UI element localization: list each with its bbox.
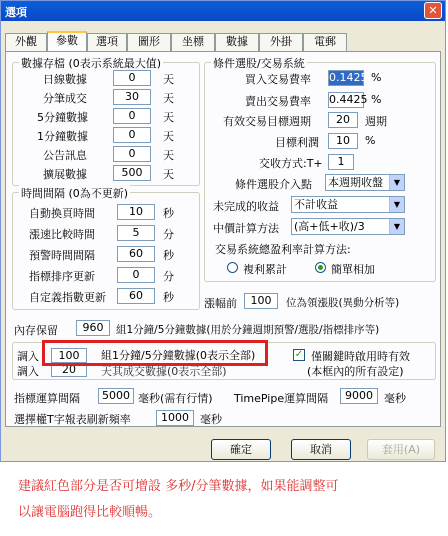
parameters-panel: [5, 51, 441, 427]
profit-input[interactable]: 10: [328, 133, 358, 149]
import-label-a: 調入: [17, 350, 39, 363]
storage-group: [12, 57, 200, 186]
close-icon[interactable]: ✕: [424, 2, 442, 19]
unit-label: 天: [163, 73, 174, 86]
stock-system-group: [204, 57, 436, 282]
unit-label: 分: [163, 228, 174, 241]
title-bar[interactable]: [1, 1, 445, 21]
profit-calc-label: 交易系統總盈利率計算方法:: [215, 243, 351, 256]
refresh-unit: 毫秒: [200, 413, 222, 426]
highlight-box: [42, 340, 268, 366]
one-min-label: 1分鐘數據: [37, 130, 88, 143]
unit-label: 秒: [163, 207, 174, 220]
custom-index-label: 自定義指數更新: [29, 291, 106, 304]
tab-graphics[interactable]: 圖形: [127, 33, 171, 51]
storage-legend: 數據存檔 (0表示系統最大值): [21, 57, 162, 70]
chevron-down-icon[interactable]: ▼: [389, 197, 404, 212]
news-label: 公告訊息: [43, 149, 87, 162]
compound-radio[interactable]: [227, 262, 238, 273]
period-input[interactable]: 20: [328, 112, 358, 128]
alert-interval-label: 預警時間間隔: [29, 249, 95, 262]
caption-line-2: 以讓電腦跑得比較順暢。: [18, 505, 162, 520]
news-input[interactable]: 0: [113, 146, 151, 162]
memory-label: 內存保留: [14, 324, 58, 337]
only-checkbox[interactable]: ✓: [294, 349, 304, 360]
memory-suffix: 組1分鐘/5分鐘數據(用於分鐘週期預警/選股/指標排序等): [116, 324, 380, 336]
daily-data-input[interactable]: 0: [113, 70, 151, 86]
entry-value: 本週期收盤: [328, 176, 383, 189]
tab-plugins[interactable]: 外掛: [259, 33, 303, 51]
speed-compare-input[interactable]: 5: [117, 225, 155, 241]
ok-button[interactable]: 確定: [211, 439, 271, 460]
percent-label: %: [365, 134, 376, 147]
interval-group: [12, 187, 200, 310]
entry-select[interactable]: [325, 174, 405, 191]
percent-label: %: [371, 71, 382, 84]
trade-input[interactable]: 1: [328, 154, 354, 170]
unfinished-value: 不計收益: [294, 198, 338, 211]
apply-button[interactable]: 套用(A): [367, 439, 435, 460]
simple-radio[interactable]: [315, 262, 326, 273]
one-min-input[interactable]: 0: [113, 127, 151, 143]
amplitude-label: 漲幅前: [204, 297, 237, 310]
tab-appearance[interactable]: 外觀: [5, 33, 47, 51]
unfinished-label: 未完成的收益: [213, 200, 279, 213]
unit-label: 天: [163, 168, 174, 181]
unit-label: 天: [163, 149, 174, 162]
simple-label: 簡單相加: [331, 263, 375, 276]
buy-fee-label: 買入交易費率: [245, 73, 311, 86]
import-bars-desc: 組1分鐘/5分鐘數據(0表示全部): [101, 349, 256, 362]
memory-input[interactable]: 960: [76, 320, 110, 336]
unit-label: 分: [163, 270, 174, 283]
mid-price-value: (高+低+收)/3: [294, 220, 365, 233]
only-label: 僅關鍵時啟用時有效: [311, 350, 410, 363]
tab-coordinates[interactable]: 坐標: [171, 33, 215, 51]
unit-label: 天: [163, 130, 174, 143]
unfinished-select[interactable]: [291, 196, 405, 213]
unit-label: 秒: [163, 291, 174, 304]
percent-label: %: [371, 93, 382, 106]
timepipe-input[interactable]: 9000: [340, 388, 378, 404]
five-min-label: 5分鐘數據: [37, 111, 88, 124]
extended-input[interactable]: 500: [113, 165, 151, 181]
import-bars-input[interactable]: 100: [51, 348, 87, 363]
stock-legend: 條件選股/交易系統: [213, 57, 305, 70]
tick-data-input[interactable]: 30: [113, 89, 151, 105]
unit-label: 天: [163, 111, 174, 124]
cancel-button[interactable]: 取消: [291, 439, 351, 460]
refresh-label: 選擇權T字報表刷新頻率: [14, 413, 131, 426]
daily-data-label: 日線數據: [43, 73, 87, 86]
unit-label: 秒: [163, 249, 174, 262]
custom-index-input[interactable]: 60: [117, 288, 155, 304]
amplitude-input[interactable]: 100: [244, 293, 278, 309]
sell-fee-label: 賣出交易費率: [245, 95, 311, 108]
tick-data-label: 分筆成交: [43, 92, 87, 105]
period-unit: 週期: [365, 115, 387, 128]
trade-label: 交收方式:T+: [259, 157, 323, 170]
period-label: 有效交易目標週期: [223, 115, 311, 128]
amplitude-suffix: 位為領漲股(異動分析等): [286, 297, 400, 309]
refresh-input[interactable]: 1000: [156, 410, 194, 426]
auto-page-input[interactable]: 10: [117, 204, 155, 220]
import-days-desc: 天其成交數據(0表示全部): [101, 365, 227, 378]
calc-label: 指標運算間隔: [14, 392, 80, 405]
timepipe-unit: 毫秒: [384, 392, 406, 405]
tab-email[interactable]: 電郵: [303, 33, 347, 51]
auto-page-label: 自動換頁時間: [29, 207, 95, 220]
speed-compare-label: 漲速比較時間: [29, 228, 95, 241]
chevron-down-icon[interactable]: ▼: [389, 219, 404, 234]
caption-line-1: 建議紅色部分是否可增設 多秒/分筆數據，如果能調整可: [18, 479, 339, 494]
profit-label: 目標利潤: [275, 136, 319, 149]
sort-update-label: 指標排序更新: [29, 270, 95, 283]
import-label-b: 調入: [17, 365, 39, 378]
calc-input[interactable]: 5000: [98, 388, 134, 404]
compound-label: 複利累計: [243, 263, 287, 276]
five-min-input[interactable]: 0: [113, 108, 151, 124]
timepipe-label: TimePipe運算間隔: [234, 392, 329, 405]
calc-suffix: 毫秒(需有行情): [138, 392, 213, 405]
mid-price-label: 中價計算方法: [213, 222, 279, 235]
window-title: 選項: [5, 6, 27, 19]
unit-label: 天: [163, 92, 174, 105]
buy-fee-input[interactable]: 0.1425: [329, 71, 368, 84]
alert-interval-input[interactable]: 60: [117, 246, 155, 262]
entry-label: 條件選股介入點: [235, 178, 312, 191]
only-note: (本框內的所有設定): [307, 365, 404, 378]
tab-data[interactable]: 數據: [215, 33, 259, 51]
tab-parameters[interactable]: 參數: [47, 31, 87, 52]
import-days-input[interactable]: 20: [51, 363, 87, 377]
mid-price-select[interactable]: [291, 218, 405, 235]
tab-options[interactable]: 選項: [87, 33, 127, 51]
extended-label: 擴展數據: [43, 168, 87, 181]
sort-update-input[interactable]: 0: [117, 267, 155, 283]
interval-legend: 時間間隔 (0為不更新): [21, 187, 129, 200]
chevron-down-icon[interactable]: ▼: [389, 175, 404, 190]
sell-fee-input[interactable]: 0.4425: [329, 93, 368, 106]
